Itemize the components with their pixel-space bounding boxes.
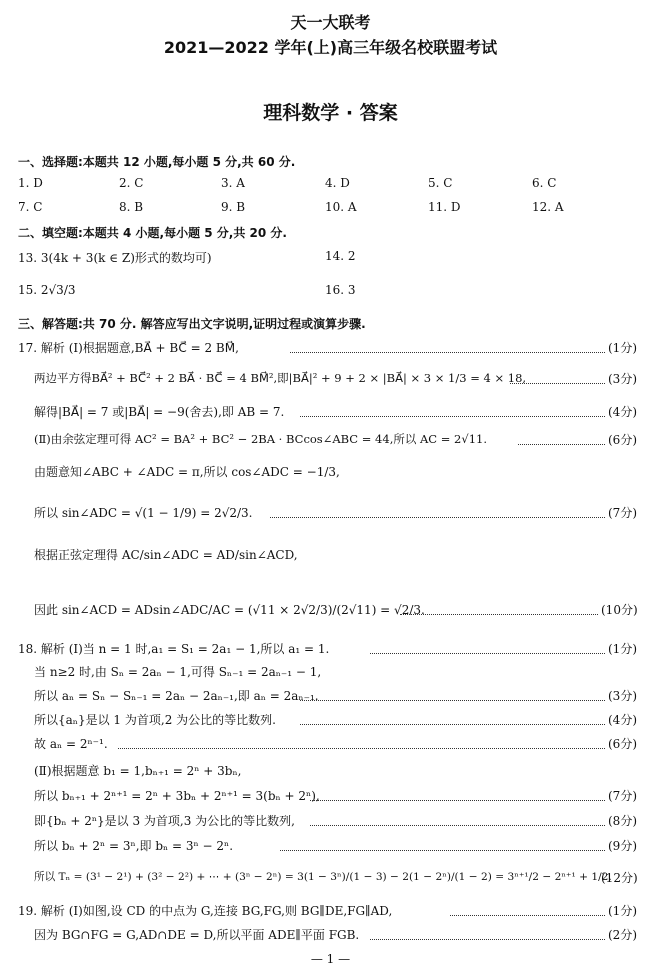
section2-heading: 二、填空题:本题共 4 小题,每小题 5 分,共 20 分. bbox=[18, 226, 287, 240]
solution-line: 由题意知∠ABC + ∠ADC = π,所以 cos∠ADC = −1/3, bbox=[34, 465, 340, 479]
solution-line: 17. 解析 (Ⅰ)根据题意,BA⃗ + BC⃗ = 2 BM⃗, bbox=[18, 341, 239, 355]
answer-1: 1. D bbox=[18, 176, 43, 190]
score: (6分) bbox=[608, 737, 637, 751]
score: (4分) bbox=[608, 405, 637, 419]
solution-line: 所以 sin∠ADC = √(1 − 1/9) = 2√2/3. bbox=[34, 506, 253, 520]
solution-line: 因为 BG∩FG = G,AD∩DE = D,所以平面 ADE∥平面 FGB. bbox=[34, 928, 360, 942]
score: (3分) bbox=[608, 372, 637, 386]
answer-8: 8. B bbox=[119, 200, 144, 214]
page-number: — 1 — bbox=[310, 952, 351, 966]
solution-line: 因此 sin∠ACD = ADsin∠ADC/AC = (√11 × 2√2/3)/(2√11) = √2/3. bbox=[34, 603, 425, 617]
answer-15: 15. 2√3/3 bbox=[18, 283, 76, 297]
score: (10分) bbox=[601, 603, 638, 617]
answer-9: 9. B bbox=[221, 200, 246, 214]
answer-7: 7. C bbox=[18, 200, 43, 214]
answer-11: 11. D bbox=[428, 200, 461, 214]
score: (6分) bbox=[608, 433, 637, 447]
score: (1分) bbox=[608, 904, 637, 918]
section1-heading: 一、选择题:本题共 12 小题,每小题 5 分,共 60 分. bbox=[18, 155, 296, 169]
score: (3分) bbox=[608, 689, 637, 703]
solution-line: 故 aₙ = 2ⁿ⁻¹. bbox=[34, 737, 108, 751]
solution-line: 所以 aₙ = Sₙ − Sₙ₋₁ = 2aₙ − 2aₙ₋₁,即 aₙ = 2aₙ₋₁. bbox=[34, 689, 319, 703]
score: (12分) bbox=[601, 871, 638, 885]
solution-line: 解得|BA⃗| = 7 或|BA⃗| = −9(舍去),即 AB = 7. bbox=[34, 405, 285, 419]
score: (7分) bbox=[608, 789, 637, 803]
section3-heading: 三、解答题:共 70 分. 解答应写出文字说明,证明过程或演算步骤. bbox=[18, 317, 366, 331]
answer-2: 2. C bbox=[119, 176, 144, 190]
answer-4: 4. D bbox=[325, 176, 350, 190]
answer-14: 14. 2 bbox=[325, 249, 356, 263]
solution-line: 根据正弦定理得 AC/sin∠ADC = AD/sin∠ACD, bbox=[34, 548, 298, 562]
answer-3: 3. A bbox=[221, 176, 245, 190]
answer-5: 5. C bbox=[428, 176, 453, 190]
solution-line: 两边平方得BA⃗² + BC⃗² + 2 BA⃗ · BC⃗ = 4 BM⃗²,即|BA⃗|² + 9 + 2 × |BA⃗| × 3 × 1/3 = 4 × 18, bbox=[34, 371, 527, 385]
score: (4分) bbox=[608, 713, 637, 727]
solution-line: 所以{aₙ}是以 1 为首项,2 为公比的等比数列. bbox=[34, 713, 276, 727]
score: (7分) bbox=[608, 506, 637, 520]
solution-line: 即{bₙ + 2ⁿ}是以 3 为首项,3 为公比的等比数列, bbox=[34, 814, 295, 828]
solution-line: 19. 解析 (Ⅰ)如图,设 CD 的中点为 G,连接 BG,FG,则 BG∥DE,FG∥AD, bbox=[18, 904, 393, 918]
answer-6: 6. C bbox=[532, 176, 557, 190]
solution-line: (Ⅱ)根据题意 b₁ = 1,bₙ₊₁ = 2ⁿ + 3bₙ, bbox=[34, 764, 242, 778]
score: (8分) bbox=[608, 814, 637, 828]
answer-10: 10. A bbox=[325, 200, 357, 214]
solution-line: 18. 解析 (Ⅰ)当 n = 1 时,a₁ = S₁ = 2a₁ − 1,所以 a₁ = 1. bbox=[18, 642, 330, 656]
solution-line: 当 n≥2 时,由 Sₙ = 2aₙ − 1,可得 Sₙ₋₁ = 2aₙ₋₁ − 1, bbox=[34, 665, 322, 679]
score: (1分) bbox=[608, 642, 637, 656]
solution-line: (Ⅱ)由余弦定理可得 AC² = BA² + BC² − 2BA · BCcos∠ABC = 44,所以 AC = 2√11. bbox=[34, 432, 487, 446]
answer-13: 13. 3(4k + 3(k ∈ Z)形式的数均可) bbox=[18, 251, 212, 265]
solution-line: 所以 Tₙ = (3¹ − 2¹) + (3² − 2²) + ⋯ + (3ⁿ − 2ⁿ) = 3(1 − 3ⁿ)/(1 − 3) − 2(1 − 2ⁿ)/(1 − 2) = 3ⁿ⁺¹/2 − 2ⁿ⁺¹ + 1/2. bbox=[34, 871, 612, 883]
solution-line: 所以 bₙ + 2ⁿ = 3ⁿ,即 bₙ = 3ⁿ − 2ⁿ. bbox=[34, 839, 234, 853]
solution-line: 所以 bₙ₊₁ + 2ⁿ⁺¹ = 2ⁿ + 3bₙ + 2ⁿ⁺¹ = 3(bₙ + 2ⁿ), bbox=[34, 789, 320, 803]
subject-title: 理科数学 · 答案 bbox=[263, 102, 398, 124]
score: (2分) bbox=[608, 928, 637, 942]
header-subtitle: 2021—2022 学年(上)高三年级名校联盟考试 bbox=[163, 38, 498, 57]
header-title: 天一大联考 bbox=[290, 13, 371, 32]
score: (9分) bbox=[608, 839, 637, 853]
answer-16: 16. 3 bbox=[325, 283, 356, 297]
score: (1分) bbox=[608, 341, 637, 355]
answer-12: 12. A bbox=[532, 200, 564, 214]
